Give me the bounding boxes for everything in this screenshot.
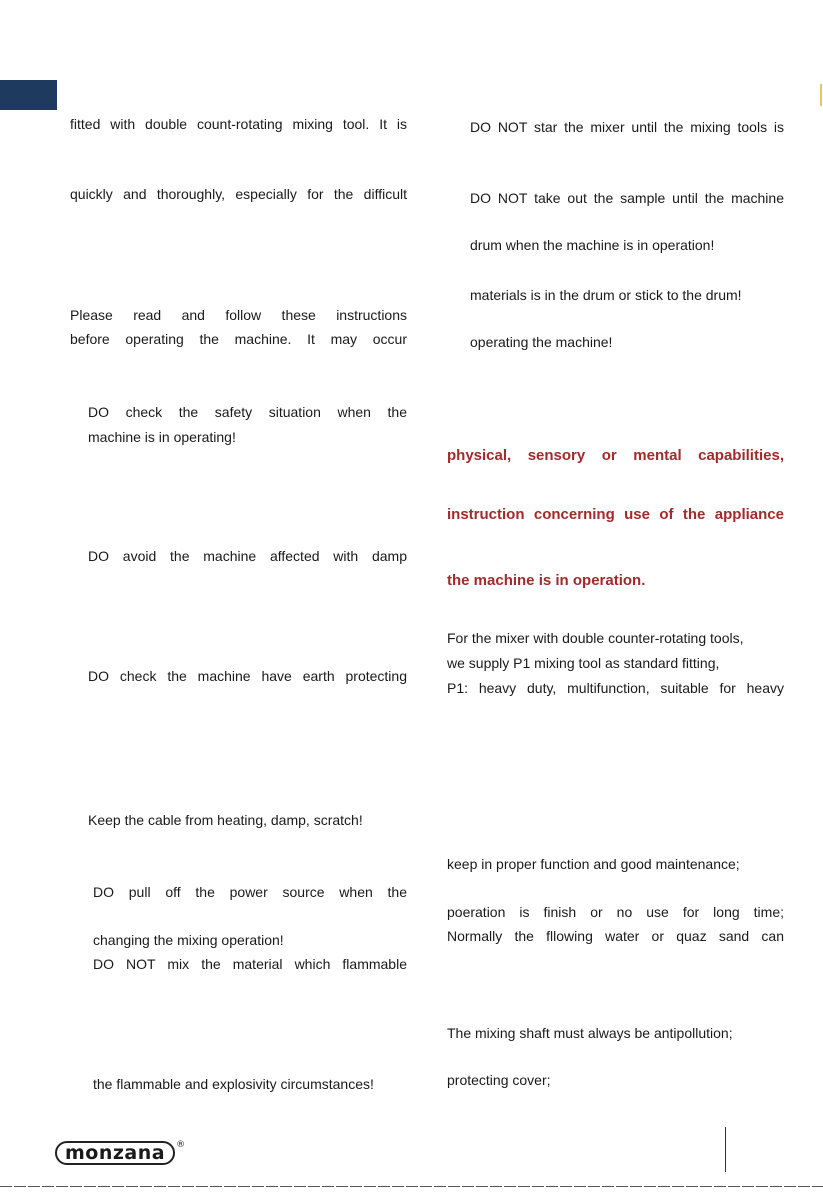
body-text-line: DO check the machine have earth protecting bbox=[88, 668, 407, 684]
body-text-line: protecting cover; bbox=[447, 1072, 551, 1088]
warning-text-line: instruction concerning use of the appliance bbox=[447, 506, 784, 523]
body-text-line: P1: heavy duty, multifunction, suitable for heavy bbox=[447, 680, 784, 696]
body-text-line: Normally the fllowing water or quaz sand can bbox=[447, 928, 784, 944]
body-text-line: keep in proper function and good maintenance; bbox=[447, 856, 740, 872]
body-text-line: Keep the cable from heating, damp, scratch! bbox=[88, 812, 363, 828]
body-text-line: DO NOT take out the sample until the machine bbox=[470, 190, 784, 206]
body-text-line: DO pull off the power source when the bbox=[93, 884, 407, 900]
body-text-line: quickly and thoroughly, especially for the difficult bbox=[70, 186, 407, 202]
section-tab bbox=[0, 80, 57, 110]
body-text-line: For the mixer with double counter-rotating tools, bbox=[447, 630, 744, 646]
body-text-line: changing the mixing operation! bbox=[93, 932, 284, 948]
body-text-line: poeration is finish or no use for long time; bbox=[447, 904, 784, 920]
footer-divider bbox=[725, 1127, 726, 1172]
body-text-line: fitted with double count-rotating mixing tool. It is bbox=[70, 116, 407, 132]
body-text-line: machine is in operating! bbox=[88, 429, 236, 445]
warning-text-line: the machine is in operation. bbox=[447, 572, 646, 589]
bottom-dashed-rule bbox=[0, 1186, 823, 1187]
body-text-line: drum when the machine is in operation! bbox=[470, 237, 715, 253]
body-text-line: DO check the safety situation when the bbox=[88, 404, 407, 420]
body-text-line: DO avoid the machine affected with damp bbox=[88, 548, 407, 564]
body-text-line: we supply P1 mixing tool as standard fitting, bbox=[447, 655, 720, 671]
logo-wordmark: monzana bbox=[55, 1141, 175, 1165]
brand-logo bbox=[55, 1141, 185, 1169]
registered-mark: ® bbox=[176, 1140, 186, 1150]
body-text-line: operating the machine! bbox=[470, 334, 613, 350]
body-text-line: DO NOT star the mixer until the mixing tools is bbox=[470, 119, 784, 135]
body-text-line: DO NOT mix the material which flammable bbox=[93, 956, 407, 972]
warning-text-line: physical, sensory or mental capabilities, bbox=[447, 447, 784, 464]
body-text-line: before operating the machine. It may occur bbox=[70, 331, 407, 347]
edge-marker bbox=[820, 84, 822, 106]
body-text-line: the flammable and explosivity circumstances! bbox=[93, 1076, 374, 1092]
body-text-line: The mixing shaft must always be antipollution; bbox=[447, 1025, 733, 1041]
body-text-line: materials is in the drum or stick to the drum! bbox=[470, 287, 742, 303]
body-text-line: Please read and follow these instructions bbox=[70, 307, 407, 323]
